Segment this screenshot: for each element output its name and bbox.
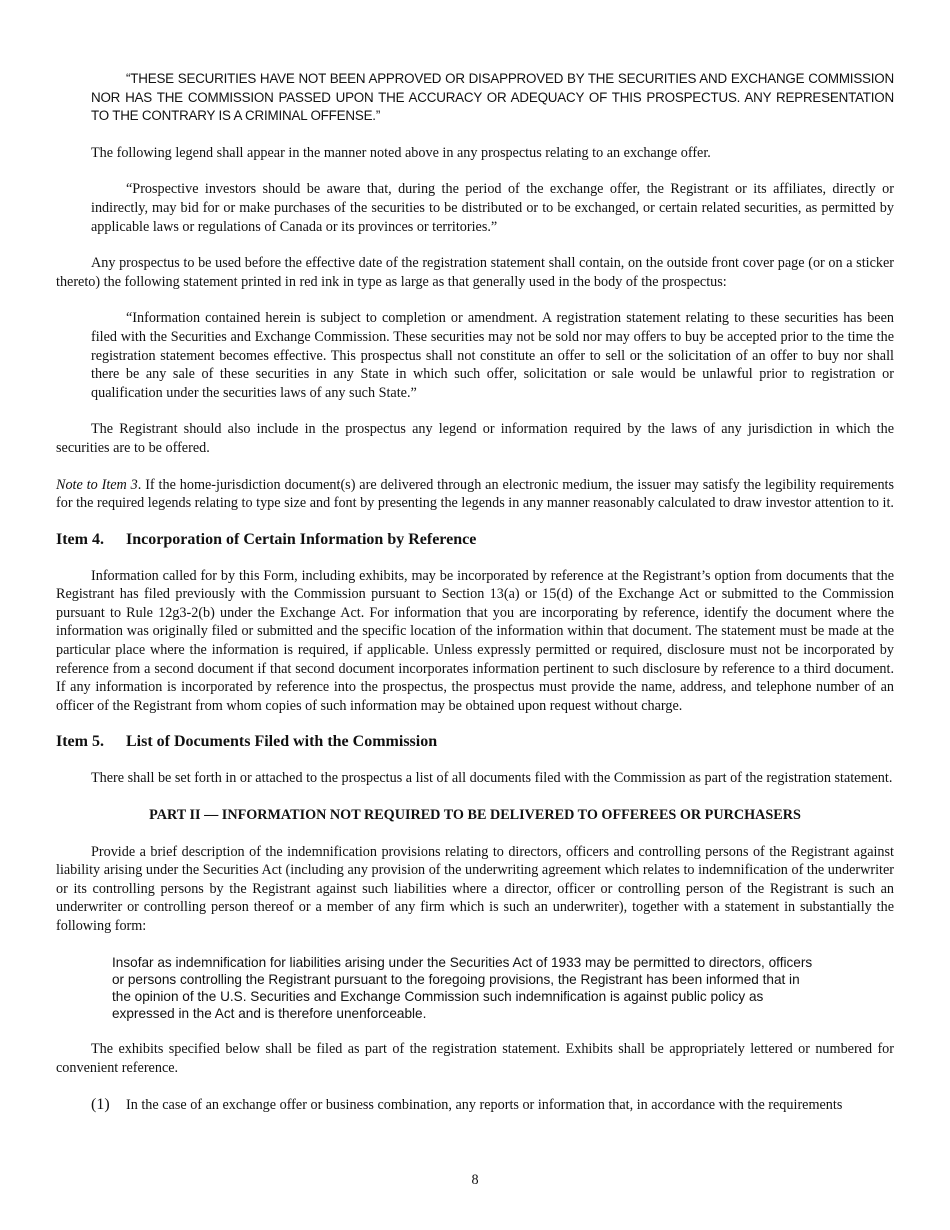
note-to-item-3: [56, 476, 894, 513]
note-label: Note to Item 3: [56, 476, 138, 493]
indemnification-statement: Insofar as indemnification for liabilities arising under the Securities Act of 1933 may be permitted to directors, officers or persons controlling the Registrant pursuant to the foregoing provisions, the Registrant has been informed that in the opinion of the U.S. Securities and Exchange Commission such indemnification is against public policy as expressed in the Act and is therefore unenforceable.: [112, 954, 813, 1022]
item-4-body: Information called for by this Form, including exhibits, may be incorporated by reference at the Registrant’s option from documents that the Registrant has filed previously with the Commission pursuant to Section 13(a) or 15(d) of the Exchange Act or submitted to the Commission pursuant to Rule 12g3-2(b) under the Exchange Act. For information that you are incorporating by reference, identify the document where the information was originally filed or submitted and the specific location of the information within that document. The statement must be made at the particular place where the information is required, if applicable. Unless expressly permitted or required, disclosure must not be incorporated by reference from a second document if that second document incorporates information pertinent to such disclosure by reference to a third document. If any information is incorporated by reference into the prospectus, the prospectus must provide the name, address, and telephone number of an officer of the Registrant from whom copies of such information may be obtained upon request without charge.: [56, 567, 894, 714]
item-5-heading: [56, 733, 894, 751]
jurisdiction-paragraph: The Registrant should also include in the prospectus any legend or information required by the laws of any jurisdiction in which the securities are to be offered.: [56, 421, 894, 456]
list-item: [56, 1096, 894, 1115]
list-item-number: (1): [91, 1095, 110, 1113]
exhibits-paragraph: The exhibits specified below shall be filed as part of the registration statement. Exhibits shall be appropriately lettered or numbered for convenient reference.: [56, 1041, 894, 1076]
item-5-body: There shall be set forth in or attached to the prospectus a list of all documents filed with the Commission as part of the registration statement.: [91, 770, 893, 787]
item-5-number: Item 5.: [56, 733, 104, 751]
exchange-offer-intro: The following legend shall appear in the manner noted above in any prospectus relating to an exchange offer.: [91, 144, 711, 161]
note-text: . If the home-jurisdiction document(s) are delivered through an electronic medium, the issuer may satisfy the legibility requirements for the required legends relating to type size and font by presenting the legends in any manner reasonably calculated to draw investor attention to it.: [56, 476, 894, 512]
securities-legend-caps: “THESE SECURITIES HAVE NOT BEEN APPROVED OR DISAPPROVED BY THE SECURITIES AND EXCHANGE COMMISSION NOR HAS THE COMMISSION PASSED UPON THE ACCURACY OR ADEQUACY OF THIS PROSPECTUS. ANY REPRESENTATION TO THE CONTRARY IS A CRIMINAL OFFENSE.”: [91, 71, 894, 124]
item-4-number: Item 4.: [56, 530, 104, 548]
exchange-offer-legend: “Prospective investors should be aware that, during the period of the exchange offer, the Registrant or its affiliates, directly or indirectly, may bid for or make purchases of the securities to be distributed or to be exchanged, or certain related securities, as permitted by applicable laws or regulations of Canada or its provinces or territories.”: [91, 181, 894, 235]
red-ink-intro: Any prospectus to be used before the effective date of the registration statement shall contain, on the outside front cover page (or on a sticker thereto) the following statement printed in red ink in type as large as that generally used in the body of the prospectus:: [56, 255, 894, 290]
part-2-heading: PART II — INFORMATION NOT REQUIRED TO BE DELIVERED TO OFFEREES OR PURCHASERS: [149, 807, 801, 824]
page-number: 8: [471, 1172, 479, 1188]
item-4-title: Incorporation of Certain Information by Reference: [126, 530, 477, 548]
red-ink-legend: “Information contained herein is subject to completion or amendment. A registration statement relating to these securities has been filed with the Securities and Exchange Commission. These securities may not be sold nor may offers to buy be accepted prior to the time the registration statement becomes effective. This prospectus shall not constitute an offer to sell or the solicitation of an offer to buy nor shall there be any sale of these securities in any State in which such offer, solicitation or sale would be unlawful prior to registration or qualification under the securities laws of any such State.”: [91, 310, 894, 401]
item-4-heading: [56, 531, 894, 549]
document-page: [56, 70, 894, 1114]
part-2-body: Provide a brief description of the indemnification provisions relating to directors, officers and controlling persons of the Registrant against liability arising under the Securities Act (including any provision of the underwriting agreement which relates to indemnification of the underwriter or its controlling persons by the Registrant against such liabilities where a director, officer or controlling person of the Registrant is such an underwriter or controlling person thereof or a member of any firm which is such an underwriter), together with a statement in substantially the following form:: [56, 843, 894, 934]
list-item-text: In the case of an exchange offer or business combination, any reports or information that, in accordance with the requirements: [126, 1096, 843, 1113]
item-5-title: List of Documents Filed with the Commission: [126, 733, 438, 751]
